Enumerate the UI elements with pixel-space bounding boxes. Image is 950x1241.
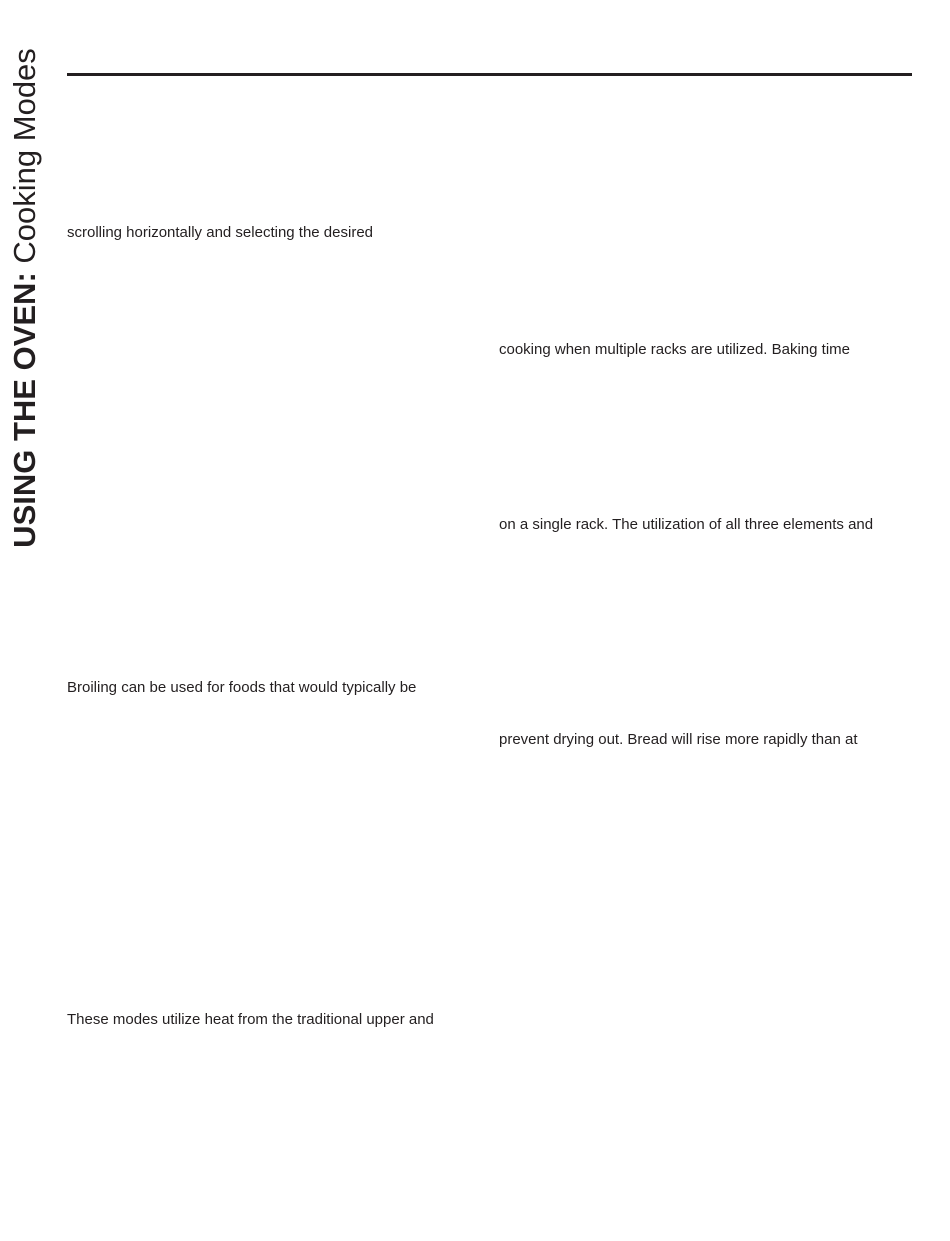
text-line-single-rack: on a single rack. The utilization of all three elements and: [499, 516, 874, 533]
text-line-scrolling: scrolling horizontally and selecting the desired: [67, 224, 374, 241]
text-line-multiple-racks: cooking when multiple racks are utilized. Baking time: [499, 341, 850, 358]
text-line-broiling: Broiling can be used for foods that would typically be: [67, 679, 417, 696]
header-rule: [67, 73, 912, 76]
text-line-bread: prevent drying out. Bread will rise more rapidly than at: [499, 731, 858, 748]
section-title: USING THE OVEN:: [7, 272, 42, 548]
topic-title: Cooking Modes: [7, 48, 42, 264]
page-section-title: [7, 33, 43, 563]
text-line-modes: These modes utilize heat from the traditional upper and: [67, 1011, 434, 1028]
